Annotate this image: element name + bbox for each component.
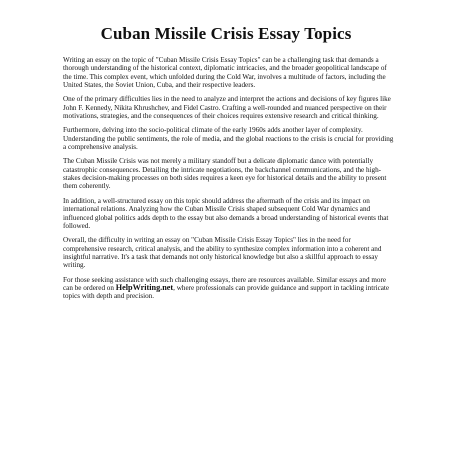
- paragraph-aftermath: In addition, a well-structured essay on this topic should address the aftermath of the crisis and its impact on international relations. Analyzing how the Cuban Missile Crisis shaped subsequent Cold War dynamics and influenced global politics adds depth to the essay but also demands a broad understanding of historical events that followed.: [63, 196, 389, 230]
- page-title: Cuban Missile Crisis Essay Topics: [100, 24, 352, 43]
- brand-link[interactable]: HelpWriting.net: [115, 282, 174, 292]
- closing-text-after: , where professionals can provide guidance and support in tackling intricate topics with depth and precision.: [63, 283, 390, 301]
- paragraph-closing: [63, 276, 394, 301]
- document-body: [63, 56, 394, 307]
- paragraph-overall: Overall, the difficulty in writing an essay on "Cuban Missile Crisis Essay Topics" lies in the need for comprehensive research, critical analysis, and the ability to synthesize complex information into a coherent and insightful narrative. It's a task that demands not only historical knowledge but also a skillful approach to essay writing.: [63, 236, 382, 270]
- paragraph-diplomacy: The Cuban Missile Crisis was not merely a military standoff but a delicate diplomatic dance with potentially catastrophic consequences. Detailing the intricate negotiations, the backchannel communications, and the high-stakes decision-making processes on both sides requires a keen eye for historical details and the ability to present them coherently.: [63, 157, 387, 191]
- paragraph-key-figures: One of the primary difficulties lies in the need to analyze and interpret the actions and decisions of key figures like John F. Kennedy, Nikita Khrushchev, and Fidel Castro. Crafting a well-rounded and nuanced perspective on their motivations, strategies, and the consequences of their choices requires extensive research and critical thinking.: [63, 95, 391, 121]
- closing-text-before: For those seeking assistance with such challenging essays, there are resources available. Similar essays and more can be ordered on: [63, 275, 387, 292]
- paragraph-intro: Writing an essay on the topic of "Cuban Missile Crisis Essay Topics" can be a challenging task that demands a thorough understanding of the historical context, diplomatic intricacies, and the broader geopolitical landscape of the time. This complex event, which unfolded during the Cold War, involves a multitude of factors, including the United States, the Soviet Union, Cuba, and their respective leaders.: [63, 56, 387, 90]
- paragraph-socio-political: Furthermore, delving into the socio-political climate of the early 1960s adds another layer of complexity. Understanding the public sentiments, the role of media, and the global reactions to the crisis is crucial for providing a comprehensive analysis.: [63, 126, 394, 152]
